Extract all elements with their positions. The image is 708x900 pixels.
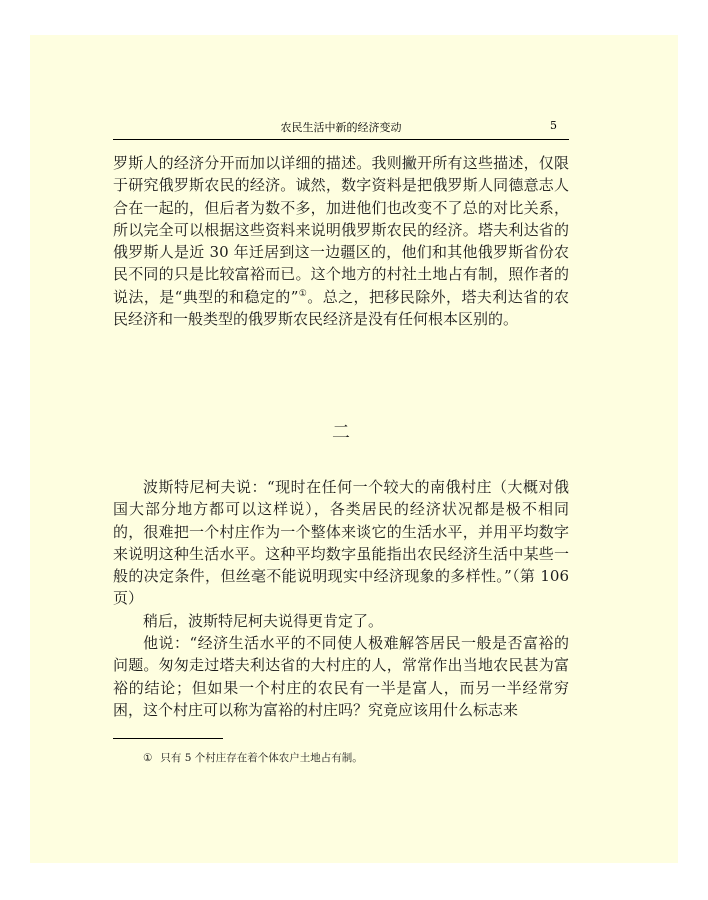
section-2-text xyxy=(113,476,569,721)
paragraph-text-continued: 。总之，把移民除外，塔夫利达省的农民经济和一般类型的俄罗斯农民经济是没有任何根本区别的。 xyxy=(113,287,569,329)
paragraph xyxy=(113,152,569,330)
paragraph-text: 罗斯人的经济分开而加以详细的描述。我则撇开所有这些描述，仅限于研究俄罗斯农民的经济。诚然，数字资料是把俄罗斯人同德意志人合在一起的，但后者为数不多，加进他们也改变不了总的对比关系，所以完全可以根据这些资料来说明俄罗斯农民的经济。塔夫利达省的俄罗斯人是近 30 年迁居到这一边疆区的，他们和其他俄罗斯省份农民不同的只是比较富裕而已。这个地方的村社土地占有制，照作者的说法，是“典型的和稳定的” xyxy=(113,154,569,306)
paragraph: 波斯特尼柯夫说：“现时在任何一个较大的南俄村庄（大概对俄国大部分地方都可以这样说），各类居民的经济状况都是极不相同的，很难把一个村庄作为一个整体来谈它的生活水平，并用平均数字来说明这种生活水平。这种平均数字虽能指出农民经济生活中某些一般的决定条件，但丝毫不能说明现实中经济现象的多样性。”（第 106 页） xyxy=(113,478,569,608)
page-number: 5 xyxy=(550,119,557,132)
footnote-marker: ① xyxy=(143,752,153,764)
section-1-text xyxy=(113,152,569,330)
paragraph: 稍后，波斯特尼柯夫说得更肯定了。 xyxy=(143,611,384,630)
footnote-divider xyxy=(113,738,223,739)
running-title: 农民生活中新的经济变动 xyxy=(280,121,402,134)
footnote-text: 只有 5 个村庄存在着个体农户土地占有制。 xyxy=(160,752,363,764)
section-heading: 二 xyxy=(332,422,350,443)
paragraph: 他说：“经济生活水平的不同使人极难解答居民一般是否富裕的问题。匆匆走过塔夫利达省的大村庄的人，常常作出当地农民甚为富裕的结论；但如果一个村庄的农民有一半是富人，而另一半经常穷困，这个村庄可以称为富裕的村庄吗？究竟应该用什么标志来 xyxy=(113,634,569,719)
footnote-reference: ① xyxy=(298,288,308,299)
running-header xyxy=(113,117,569,140)
footnote xyxy=(143,750,569,765)
